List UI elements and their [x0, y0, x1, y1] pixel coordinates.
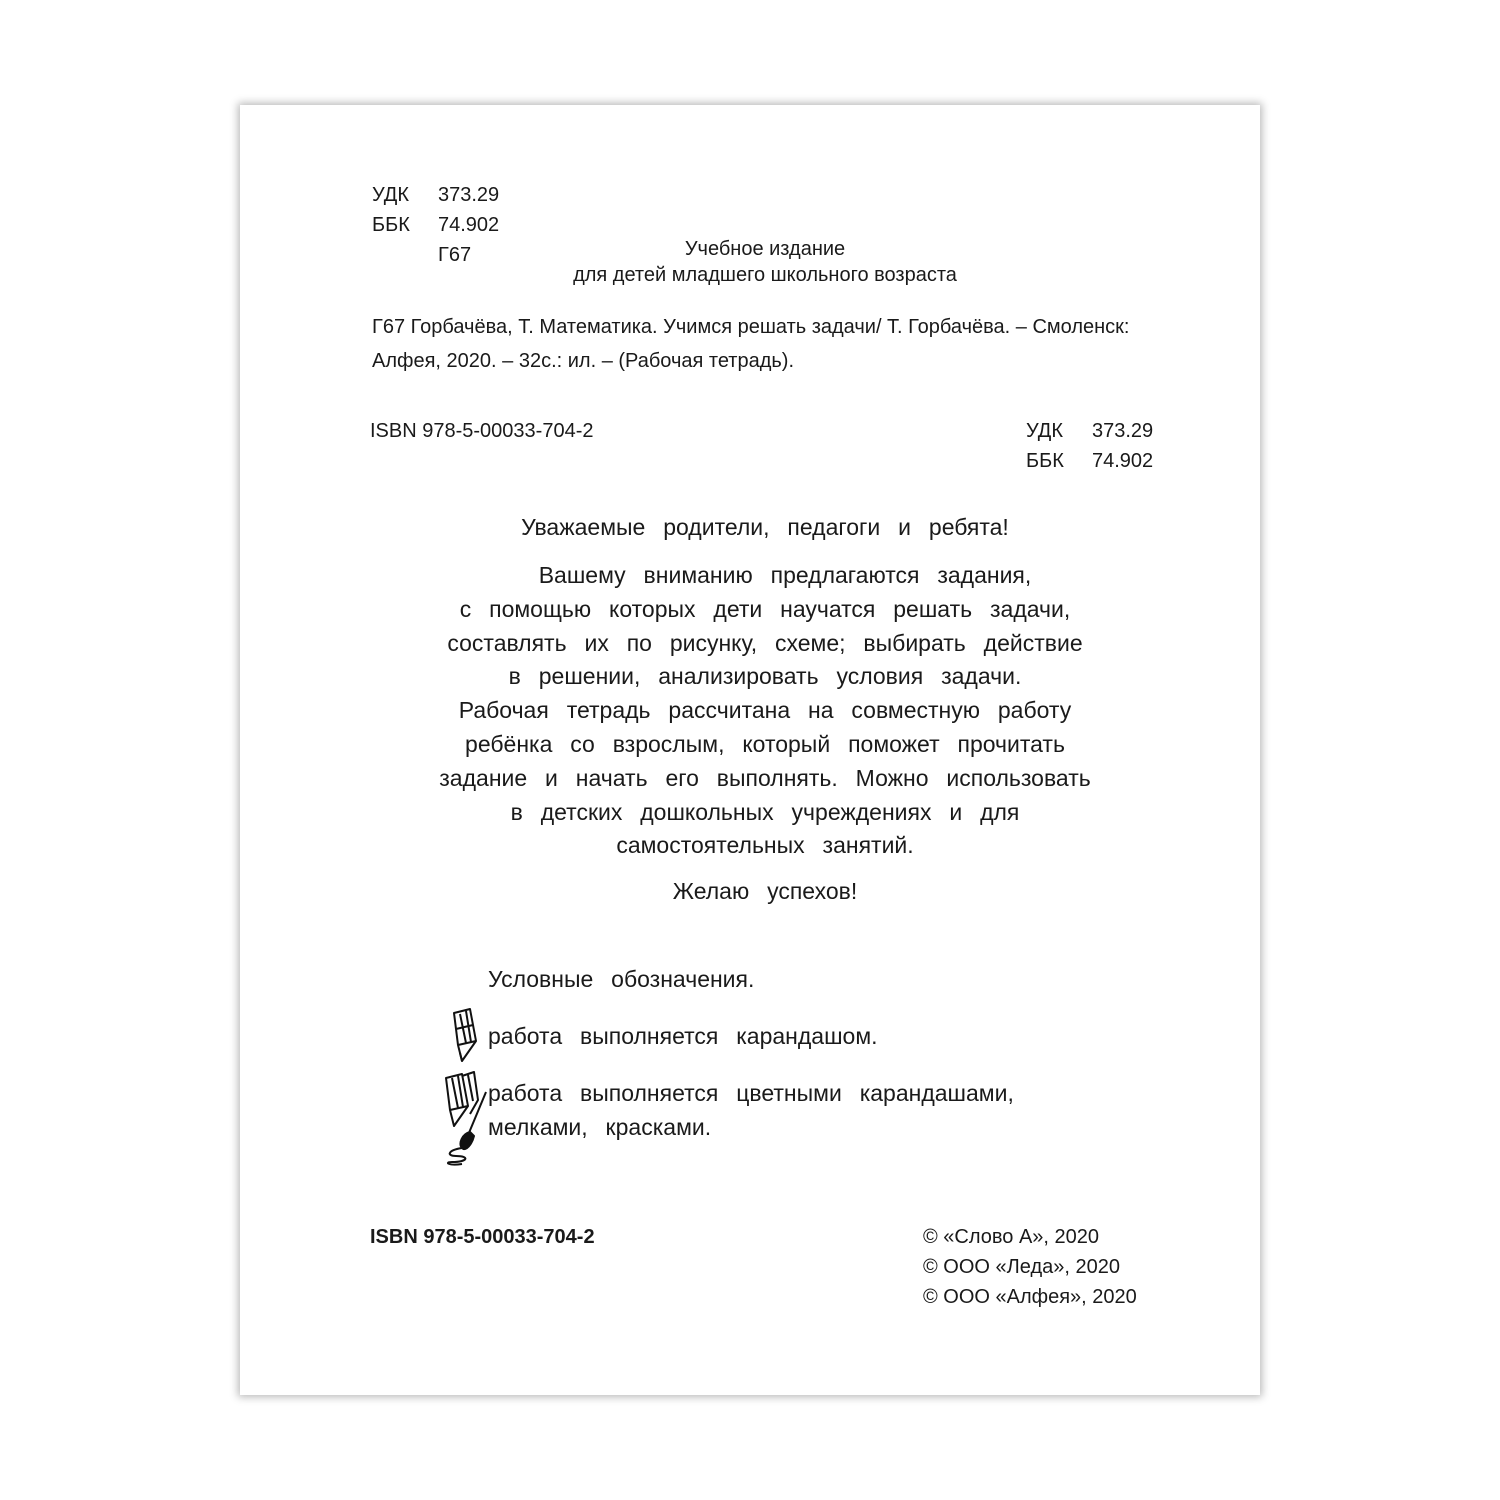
intro-line: в детских дошкольных учреждениях и для — [510, 798, 1020, 825]
copyright-line: © ООО «Алфея», 2020 — [923, 1286, 1137, 1308]
colored-pencils-brush-icon — [440, 1070, 488, 1170]
greeting: Уважаемые родители, педагоги и ребята! — [521, 514, 1009, 540]
wish: Желаю успехов! — [672, 878, 858, 904]
udk-right: УДК 373.29 — [1026, 420, 1154, 442]
udk-top: УДК 373.29 — [372, 184, 500, 206]
copyright-line: © ООО «Леда», 2020 — [923, 1256, 1120, 1278]
intro-line: с помощью которых дети научатся решать задачи, — [459, 595, 1071, 622]
citation-line-1: Г67 Горбачёва, Т. Математика. Учимся решать задачи/ Т. Горбачёва. – Смоленск: — [372, 316, 1130, 338]
intro-body — [240, 559, 1290, 863]
intro-line: ребёнка со взрослым, который поможет прочитать — [465, 730, 1065, 757]
author-mark: Г67 — [438, 244, 472, 266]
intro-line: задание и начать его выполнять. Можно использовать — [439, 764, 1091, 791]
citation-line-2: Алфея, 2020. – 32с.: ил. – (Рабочая тетрадь). — [372, 350, 795, 372]
intro-line: Вашему вниманию предлагаются задания, — [538, 562, 1032, 588]
intro-line: самостоятельных занятий. — [616, 832, 914, 859]
bbk-right: ББК 74.902 — [1026, 450, 1154, 472]
isbn-footer: ISBN 978-5-00033-704-2 — [370, 1226, 595, 1248]
edition-type: Учебное издание — [684, 238, 846, 260]
pencil-icon — [440, 1005, 480, 1069]
audience: для детей младшего школьного возраста — [573, 264, 957, 286]
book-page: УДК 373.29 ББК 74.902 Г67 Учебное издание для детей младшего школьного возраста Г67 Горбачёва, Т. Математика. Учимся решать задачи/ Т. Горбачёва. – Смоленск: Алфея, 2020. – 32с.: ил. – (Рабочая тетрадь). ISBN 978-5-00033-704-2 УДК 373.29 ББК 74.902 Уважаемые родители, педагоги и ребята! Вашему вниманию предлагаются задания, с помощью которых дети научатся решать задачи, составлять их по рисунку, схеме; выбирать действие в решении, анализировать условия задачи. Рабочая тетрадь рассчитана на совместную работу ребёнка со взрослым, который поможет прочитать задание и начать его выполнять. Можно использовать в детских дошкольных учреждениях и для самостоятельных занятий. Желаю успехов! Условные обозначения. работа выполняется карандашом. работа выполняется цветными карандашами, мелками, красками. ISBN 978-5-00033-704-2 © «Слово А», 2020 © ООО «Леда», 2020 © ООО «Алфея», 2020 — [240, 105, 1260, 1395]
isbn-middle: ISBN 978-5-00033-704-2 — [370, 420, 594, 442]
intro-line: Рабочая тетрадь рассчитана на совместную работу — [458, 697, 1072, 724]
intro-line: составлять их по рисунку, схеме; выбирать действие — [447, 629, 1083, 656]
copyright-line: © «Слово А», 2020 — [923, 1226, 1100, 1248]
bbk-top: ББК 74.902 — [372, 214, 500, 236]
intro-line: в решении, анализировать условия задачи. — [508, 663, 1022, 690]
